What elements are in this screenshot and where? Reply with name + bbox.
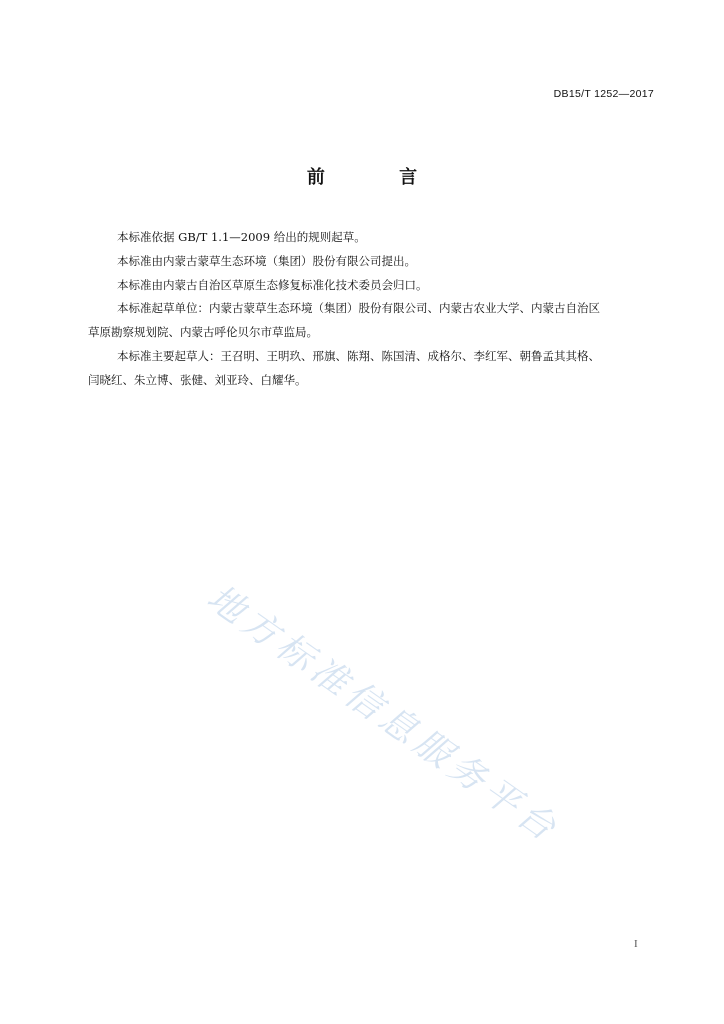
text-line: 草原勘察规划院、内蒙古呼伦贝尔市草监局。 (88, 325, 318, 340)
text-line: 闫晓红、朱立博、张健、刘亚玲、白耀华。 (88, 372, 307, 387)
standard-code: DB15/T 1252—2017 (553, 88, 654, 100)
paragraph-proposer (88, 250, 658, 274)
text-line: 本标准依据 GB/T 1.1—2009 给出的规则起草。 (117, 230, 366, 244)
text-line: 本标准起草单位：内蒙古蒙草生态环境（集团）股份有限公司、内蒙古农业大学、内蒙古自治区 (117, 301, 600, 316)
paragraph-committee (88, 274, 658, 298)
text-line: 本标准由内蒙古蒙草生态环境（集团）股份有限公司提出。 (117, 253, 416, 268)
text-line: 本标准主要起草人：王召明、王明玖、邢旗、陈翔、陈国清、成格尔、李红军、朝鲁孟其其格、 (117, 348, 600, 363)
document-body (88, 226, 658, 393)
page-title: 前 言 (306, 167, 452, 188)
paragraph-drafting-rules (88, 226, 658, 250)
paragraph-drafting-units (88, 297, 658, 345)
paragraph-drafters (88, 345, 658, 393)
text-line: 本标准由内蒙古自治区草原生态修复标准化技术委员会归口。 (117, 277, 428, 292)
watermark: 地方标准信息服务平台 (199, 577, 568, 852)
page-number: I (634, 938, 638, 950)
